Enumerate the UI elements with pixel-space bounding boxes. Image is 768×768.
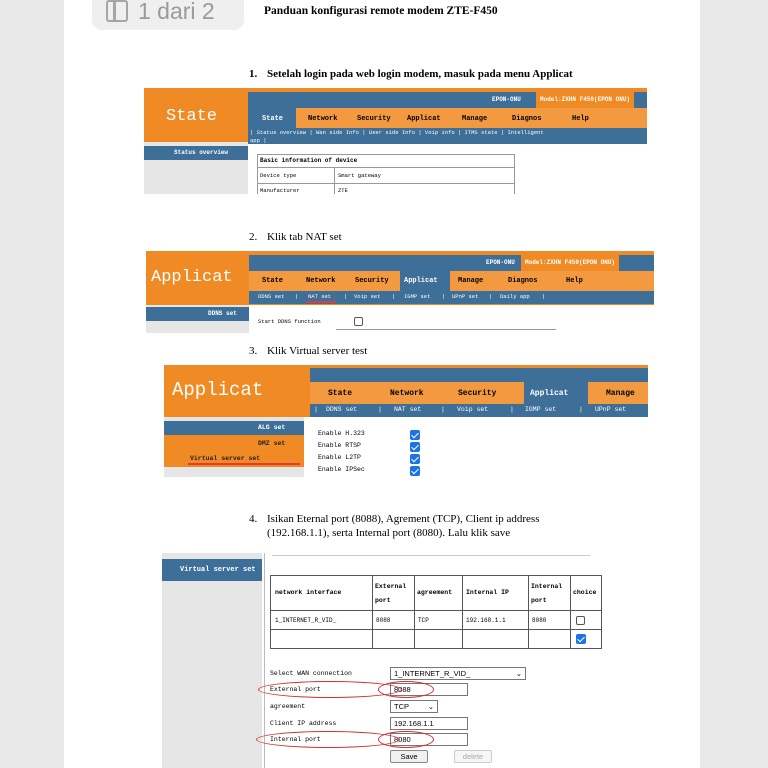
tab-security[interactable]: Security <box>357 115 391 123</box>
save-button[interactable]: Save <box>390 750 428 763</box>
tab-state[interactable]: State <box>262 115 284 123</box>
wan-select[interactable]: 1_INTERNET_R_VID_ ⌄ <box>390 667 526 680</box>
chevron-down-icon: ⌄ <box>515 669 522 678</box>
tab-applicat[interactable]: Applicat <box>407 115 441 123</box>
cell-agreement: TCP <box>418 617 429 624</box>
tab-security-2[interactable]: Security <box>355 277 389 285</box>
epon-label: EPON-ONU <box>492 96 521 103</box>
step-1-text: Setelah login pada web login modem, masuk pada menu Applicat <box>267 68 573 80</box>
header-internal-port: Internal port <box>531 583 563 604</box>
sidebar-alg-set[interactable]: ALG set <box>258 424 286 431</box>
agreement-label: agreement <box>270 703 306 710</box>
step-2: 2. Klik tab NAT set <box>249 231 342 243</box>
model-label: Model:ZXHN F450(EPON ONU) <box>536 92 634 108</box>
screenshot-state <box>144 88 647 194</box>
client-ip-label: Client IP address <box>270 720 337 727</box>
tab-diagnos[interactable]: Diagnos <box>512 115 542 123</box>
tab-manage-2[interactable]: Manage <box>458 277 484 285</box>
row-choice-checkbox[interactable] <box>576 616 585 625</box>
option-ipsec: Enable IPSec <box>318 466 365 473</box>
option-h323: Enable H.323 <box>318 430 365 437</box>
tab-state-3[interactable]: State <box>328 389 353 398</box>
subnav-ddns[interactable]: DDNS set <box>258 293 285 300</box>
sidebar-status-overview[interactable]: Status overview <box>174 149 229 156</box>
delete-button[interactable]: delete <box>454 750 492 763</box>
tab-security-3[interactable]: Security <box>458 389 497 398</box>
checkbox-h323[interactable] <box>410 430 420 440</box>
header-external-port: External port <box>375 583 407 604</box>
page-indicator[interactable] <box>92 0 244 30</box>
subnav-voip[interactable]: Voip set <box>354 293 381 300</box>
tab-diagnos-2[interactable]: Diagnos <box>508 277 538 285</box>
subnav-nat[interactable]: NAT set <box>308 293 332 300</box>
cell-internal-ip: 192.168.1.1 <box>466 617 506 624</box>
checkbox-ipsec[interactable] <box>410 466 420 476</box>
subnav-links-2[interactable]: app | <box>250 137 267 144</box>
header-agreement: agreement <box>417 589 453 596</box>
chevron-down-icon: ⌄ <box>427 702 434 711</box>
external-port-label: External port <box>270 686 321 693</box>
ddns-field-label: Start DDNS function <box>258 318 321 325</box>
brand-label-2: Applicat <box>151 268 233 287</box>
subnav-upnp[interactable]: UPnP set <box>452 293 479 300</box>
subnav-nat-3[interactable]: NAT set <box>394 406 422 413</box>
step-3-text: Klik Virtual server test <box>267 345 368 357</box>
external-port-input[interactable]: 8088 <box>390 683 468 696</box>
agreement-select[interactable]: TCP ⌄ <box>390 700 438 713</box>
step-4-text: Isikan Eternal port (8088), Agrement (TCP), Client ip address <box>267 513 540 525</box>
step-4-line-2: (192.168.1.1), serta Internal port (8080). Lalu klik save <box>267 527 511 539</box>
subnav-daily[interactable]: Daily app <box>500 293 530 300</box>
subnav-voip-3[interactable]: Voip set <box>457 406 489 413</box>
header-network-interface: network interface <box>275 589 342 596</box>
tab-help[interactable]: Help <box>572 115 589 123</box>
sidebar-virtual-server-set-4[interactable]: Virtual server set <box>180 566 256 574</box>
checkbox-l2tp[interactable] <box>410 454 420 464</box>
cell-interface: 1_INTERNET_R_VID_ <box>275 617 337 624</box>
step-1: 1. Setelah login pada web login modem, masuk pada menu Applicat <box>249 68 573 80</box>
brand-label: State <box>166 107 218 126</box>
subnav-links[interactable]: | Status overview | Wan side Info | User side Info | Voip info | ITMS state | Intelligent <box>250 129 544 136</box>
tab-manage-3[interactable]: Manage <box>606 389 635 398</box>
cell-external-port: 8088 <box>376 617 391 624</box>
page-indicator-label: 1 dari 2 <box>138 0 215 24</box>
model-label-2: Model:ZXHN F450(EPON ONU) <box>521 255 619 271</box>
step-4: 4. Isikan Eternal port (8088), Agrement (TCP), Client ip address <box>249 513 540 525</box>
tab-state-2[interactable]: State <box>262 277 284 285</box>
step-3: 3. Klik Virtual server test <box>249 345 368 357</box>
tab-help-2[interactable]: Help <box>566 277 583 285</box>
screenshot-applicat: EPON-ONU Model:ZXHN F450(EPON ONU) Applicat State Network Security Applicat Manage Diagnos Help DDNS set | NAT set | Voip set | IGMP set | UPnP set | Daily app | DDNS set Start DDNS function <box>146 251 654 333</box>
subnav-igmp[interactable]: IGMP set <box>404 293 431 300</box>
subnav-upnp-3[interactable]: UPnP set <box>595 406 627 413</box>
internal-port-input[interactable]: 8080 <box>390 733 468 746</box>
new-row-choice-checkbox[interactable] <box>576 634 586 644</box>
row-manufacturer-label: Manufacturer <box>260 187 300 194</box>
document-title: Panduan konfigurasi remote modem ZTE-F450 <box>264 5 498 17</box>
virtual-server-underline <box>188 463 300 465</box>
sidebar-ddns-set[interactable]: DDNS set <box>208 310 237 317</box>
screenshot-virtual-server <box>162 553 612 768</box>
epon-label-2: EPON-ONU <box>486 259 515 266</box>
row-device-type-value: Smart gateway <box>338 172 381 179</box>
row-manufacturer-value: ZTE <box>338 187 348 194</box>
subnav-igmp-3[interactable]: IGMP set <box>525 406 557 413</box>
tab-network[interactable]: Network <box>308 115 338 123</box>
sidebar-dmz-set[interactable]: DMZ set <box>258 440 286 447</box>
tab-network-3[interactable]: Network <box>390 389 424 398</box>
client-ip-input[interactable]: 192.168.1.1 <box>390 717 468 730</box>
ddns-checkbox[interactable] <box>354 317 363 326</box>
table-title: Basic information of device <box>260 157 358 164</box>
page-icon <box>106 0 128 22</box>
wan-label: Select WAN connection <box>270 670 352 677</box>
tab-network-2[interactable]: Network <box>306 277 336 285</box>
external-port-value-highlight <box>378 681 434 698</box>
screenshot-nat: Applicat State Network Security Applicat Manage | DDNS set | NAT set | Voip set | IGMP set | UPnP set ALG set DMZ set Virtual server set Enable H.323 Enable RTSP Enable L2TP Enable IPSec <box>164 365 648 477</box>
tab-applicat-2[interactable]: Applicat <box>404 277 438 285</box>
step-2-text: Klik tab NAT set <box>267 231 342 243</box>
internal-port-value-highlight <box>378 731 434 748</box>
subnav-ddns-3[interactable]: DDNS set <box>326 406 358 413</box>
tab-manage[interactable]: Manage <box>462 115 488 123</box>
option-l2tp: Enable L2TP <box>318 454 361 461</box>
brand-label-3: Applicat <box>172 379 264 401</box>
cell-internal-port: 8080 <box>532 617 547 624</box>
tab-applicat-3[interactable]: Applicat <box>530 389 569 398</box>
header-choice: choice <box>573 589 597 596</box>
nat-underline <box>306 301 336 303</box>
header-internal-ip: Internal IP <box>466 589 509 596</box>
internal-port-label: Internal port <box>270 736 321 743</box>
sidebar-virtual-server-set[interactable]: Virtual server set <box>190 455 261 462</box>
option-rtsp: Enable RTSP <box>318 442 361 449</box>
row-device-type-label: Device type <box>260 172 297 179</box>
checkbox-rtsp[interactable] <box>410 442 420 452</box>
